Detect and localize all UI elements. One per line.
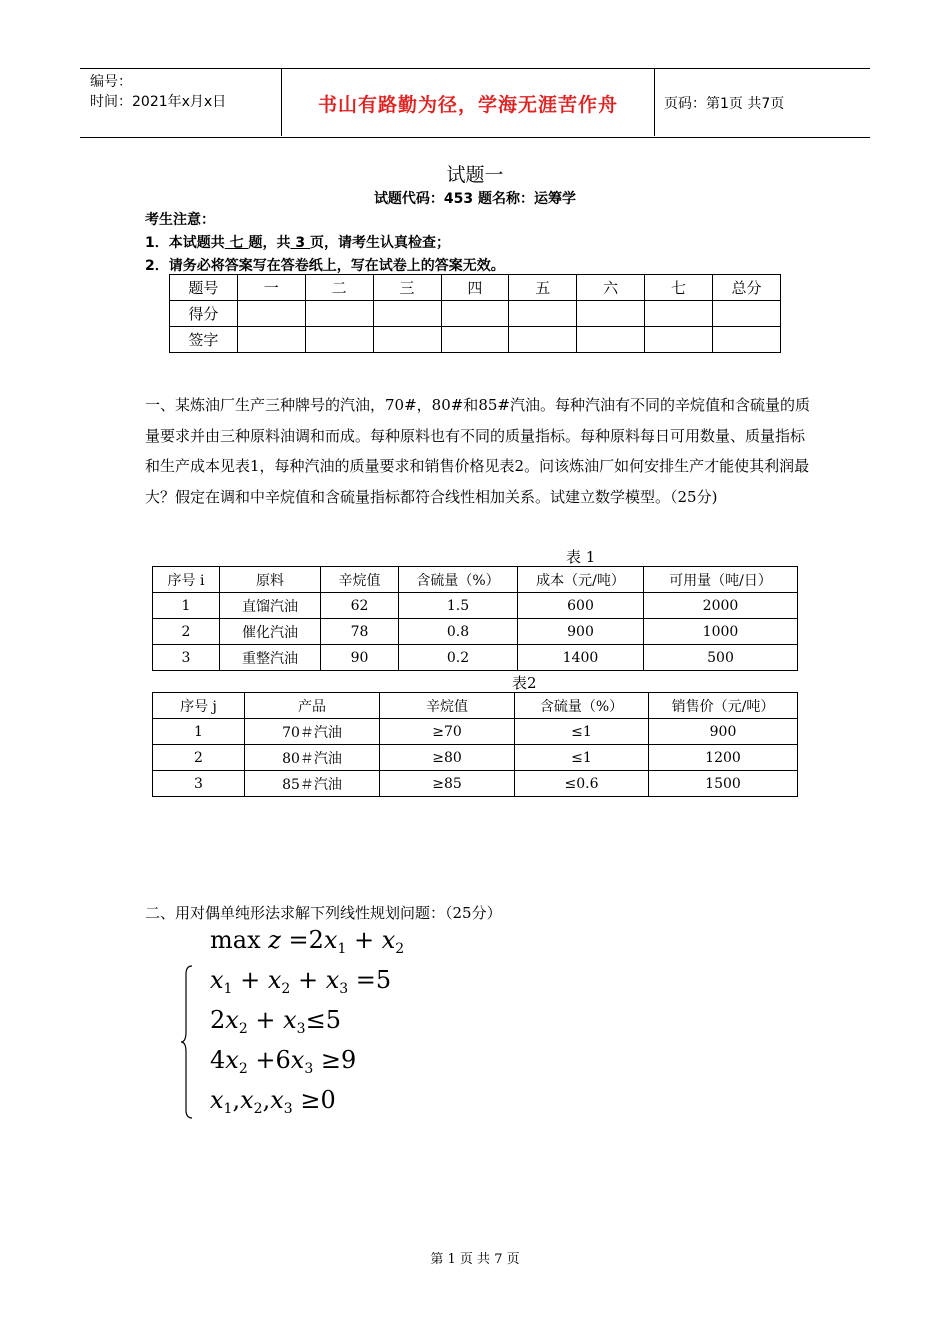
score-cell <box>509 327 577 353</box>
table-cell: 直馏汽油 <box>220 593 321 619</box>
page-title: 试题一 <box>446 164 504 186</box>
score-cell <box>577 327 645 353</box>
table-header-cell: 可用量（吨/日） <box>644 567 798 593</box>
table-cell: 500 <box>644 645 798 671</box>
score-cell <box>645 327 713 353</box>
table-cell: 900 <box>518 619 644 645</box>
table-cell: 2 <box>153 745 245 771</box>
table-row <box>153 645 798 671</box>
notice-text: 1．本试题共 <box>145 235 225 251</box>
score-row <box>170 301 781 327</box>
table-cell: ≤1 <box>515 745 649 771</box>
notice-text: 题，共 <box>248 235 291 251</box>
table-cell: ≥70 <box>380 719 515 745</box>
notice-heading: 考生注意： <box>145 212 215 228</box>
score-cell <box>237 301 305 327</box>
table-cell: 1200 <box>649 745 798 771</box>
score-cell <box>237 327 305 353</box>
table-cell: 0.2 <box>399 645 518 671</box>
motto: 书山有路勤为径，学海无涯苦作舟 <box>317 94 618 116</box>
table-cell: 3 <box>153 645 220 671</box>
table-header-cell: 序号 j <box>153 693 245 719</box>
constraint-1: $x_1 + x_2 + x_3 =5$ <box>210 966 392 997</box>
page-count: 3 <box>290 235 310 251</box>
exam-subtitle: 试题代码：453 题名称：运筹学 <box>373 191 577 207</box>
table-cell: 0.8 <box>399 619 518 645</box>
constraint-2: $2x_2 + x_3\le 5$ <box>210 1006 341 1037</box>
table-cell: 催化汽油 <box>220 619 321 645</box>
notice-line-2: 2．请务必将答案写在答卷纸上，写在试卷上的答案无效。 <box>145 258 505 274</box>
table-header-cell: 辛烷值 <box>380 693 515 719</box>
table-2-caption: 表2 <box>512 674 537 692</box>
table-header-cell: 原料 <box>220 567 321 593</box>
score-row-label: 得分 <box>170 301 238 327</box>
header-left <box>90 72 226 112</box>
table-cell: 1400 <box>518 645 644 671</box>
score-table <box>169 274 781 353</box>
score-cell <box>441 301 509 327</box>
table-cell: ≥85 <box>380 771 515 797</box>
score-cell <box>645 301 713 327</box>
constraint-3: $4x_2 +6x_3 \ge 9$ <box>210 1046 357 1077</box>
table-cell: 70＃汽油 <box>245 719 380 745</box>
table-cell: 2 <box>153 619 220 645</box>
table-row <box>153 693 798 719</box>
score-header-cell: 二 <box>305 275 373 301</box>
table-header-cell: 含硫量（%） <box>399 567 518 593</box>
table-cell: ≤1 <box>515 719 649 745</box>
table-row <box>153 593 798 619</box>
table-header-cell: 产品 <box>245 693 380 719</box>
score-header-cell: 六 <box>577 275 645 301</box>
table-cell: 1 <box>153 719 245 745</box>
table-cell: 90 <box>321 645 399 671</box>
notice-text: 页，请考生认真检查； <box>310 235 450 251</box>
header-divider <box>654 68 655 136</box>
question-count: 七 <box>224 235 249 251</box>
score-cell <box>373 327 441 353</box>
nonnegativity-constraint: $x_1,x_2,x_3 \ge 0$ <box>210 1086 336 1117</box>
page-footer: 第 1 页 共 7 页 <box>430 1252 520 1267</box>
table-row <box>153 619 798 645</box>
signature-row <box>170 327 781 353</box>
table-cell: 2000 <box>644 593 798 619</box>
score-header-cell: 五 <box>509 275 577 301</box>
score-header-cell: 一 <box>237 275 305 301</box>
table-row <box>153 771 798 797</box>
table-header-cell: 成本（元/吨） <box>518 567 644 593</box>
score-header-cell: 七 <box>645 275 713 301</box>
score-row-label: 签字 <box>170 327 238 353</box>
table-1 <box>152 566 798 671</box>
table-row <box>153 719 798 745</box>
table-cell: 1.5 <box>399 593 518 619</box>
table-cell: 3 <box>153 771 245 797</box>
table-cell: 1000 <box>644 619 798 645</box>
table-cell: 62 <box>321 593 399 619</box>
score-cell <box>305 301 373 327</box>
score-header-cell: 总分 <box>713 275 781 301</box>
score-header-cell: 三 <box>373 275 441 301</box>
table-cell: 1500 <box>649 771 798 797</box>
table-header-cell: 含硫量（%） <box>515 693 649 719</box>
score-header-row <box>170 275 781 301</box>
table-cell: 1 <box>153 593 220 619</box>
table-row <box>153 745 798 771</box>
question-1-text: 一、某炼油厂生产三种牌号的汽油，70#，80#和85#汽油。每种汽油有不同的辛烷值和含硫量的质量要求并由三种原料油调和而成。每种原料也有不同的质量指标。每种原料每日可用数量、质量指标和生产成本见表1，每种汽油的质量要求和销售价格见表2。问该炼油厂如何安排生产才能使其利润最大？假定在调和中辛烷值和含硫量指标都符合线性相加关系。试建立数学模型。（25分) <box>145 396 810 506</box>
table-1-caption: 表 1 <box>566 548 596 566</box>
score-cell <box>509 301 577 327</box>
table-cell: 80＃汽油 <box>245 745 380 771</box>
score-cell <box>441 327 509 353</box>
notice-line-1 <box>145 232 450 252</box>
score-cell <box>713 327 781 353</box>
table-header-cell: 销售价（元/吨） <box>649 693 798 719</box>
score-cell <box>577 301 645 327</box>
table-cell: 900 <box>649 719 798 745</box>
table-header-cell: 序号 i <box>153 567 220 593</box>
table-cell: ≤0.6 <box>515 771 649 797</box>
time-label: 时间：2021年x月x日 <box>90 94 227 110</box>
score-header-cell: 四 <box>441 275 509 301</box>
table-cell: ≥80 <box>380 745 515 771</box>
score-header-cell: 题号 <box>170 275 238 301</box>
table-header-cell: 辛烷值 <box>321 567 399 593</box>
table-row <box>153 567 798 593</box>
table-cell: 85＃汽油 <box>245 771 380 797</box>
score-cell <box>713 301 781 327</box>
table-2 <box>152 692 798 797</box>
table-cell: 78 <box>321 619 399 645</box>
score-cell <box>373 301 441 327</box>
constraint-brace <box>180 964 196 1120</box>
score-cell <box>305 327 373 353</box>
table-cell: 重整汽油 <box>220 645 321 671</box>
number-label: 编号： <box>90 74 132 90</box>
page-info: 页码：第1页 共7页 <box>664 96 785 112</box>
objective-function: $\max z =2x_1 + x_2$ <box>210 926 405 957</box>
table-cell: 600 <box>518 593 644 619</box>
question-2-text: 二、用对偶单纯形法求解下列线性规划问题：（25分） <box>145 904 502 922</box>
